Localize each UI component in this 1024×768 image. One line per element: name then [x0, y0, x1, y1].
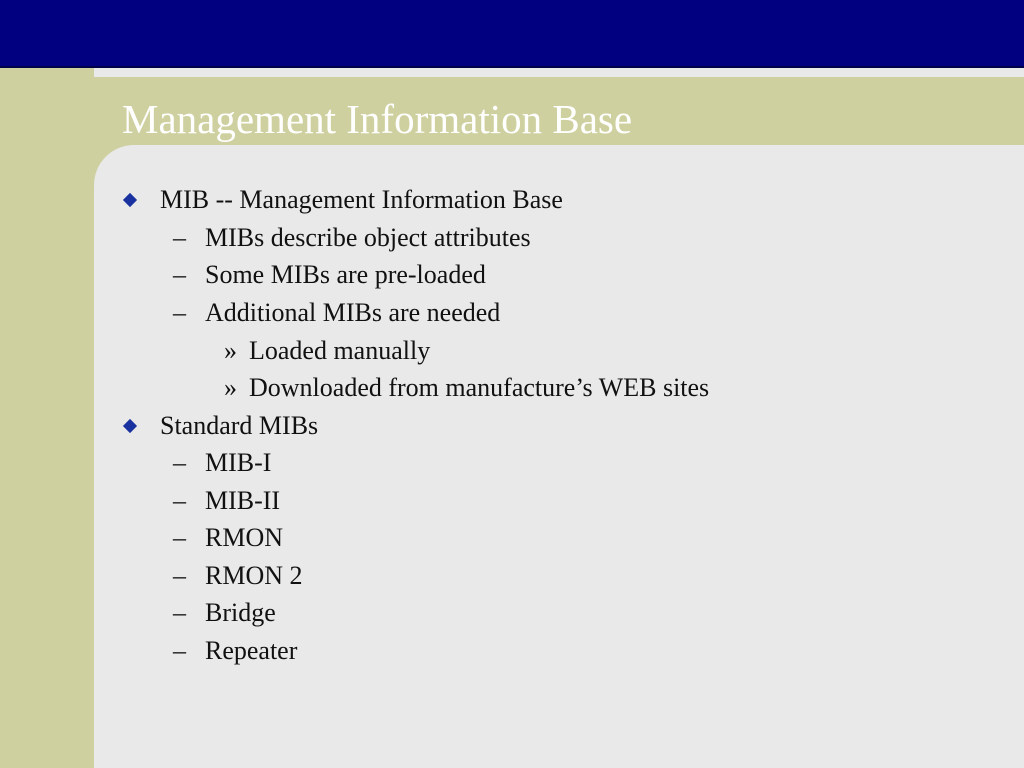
- sub-bullet-text: Some MIBs are pre-loaded: [205, 260, 486, 289]
- dash-marker: –: [173, 223, 186, 252]
- sub-bullet-text: Repeater: [205, 636, 298, 665]
- dash-marker: –: [173, 523, 186, 552]
- bullet-text: MIB -- Management Information Base: [160, 185, 563, 214]
- left-accent-band: [0, 68, 94, 768]
- sub-bullet-text: MIB-II: [205, 486, 281, 515]
- content-top-strip: [94, 68, 1024, 77]
- sub-bullet-text: Bridge: [205, 598, 276, 627]
- sub-bullet-text: RMON: [205, 523, 284, 552]
- dash-marker: –: [173, 260, 186, 289]
- chevron-marker: »: [224, 373, 237, 402]
- dash-marker: –: [173, 486, 186, 515]
- dash-marker: –: [173, 448, 186, 477]
- chevron-marker: »: [224, 336, 237, 365]
- sub-bullet-text: RMON 2: [205, 561, 303, 590]
- sub-bullet-text: MIB-I: [205, 448, 272, 477]
- dash-marker: –: [173, 636, 186, 665]
- bullet-text: Standard MIBs: [160, 411, 319, 440]
- sub-bullet-text: Additional MIBs are needed: [205, 298, 501, 327]
- dash-marker: –: [173, 298, 186, 327]
- dash-marker: –: [173, 598, 186, 627]
- sub-bullet-text: MIBs describe object attributes: [205, 223, 531, 252]
- top-bar: [0, 0, 1024, 68]
- dash-marker: –: [173, 561, 186, 590]
- sub-sub-bullet-text: Loaded manually: [249, 336, 431, 365]
- sub-sub-bullet-text: Downloaded from manufacture’s WEB sites: [249, 373, 710, 402]
- slide-title: Management Information Base: [122, 96, 633, 142]
